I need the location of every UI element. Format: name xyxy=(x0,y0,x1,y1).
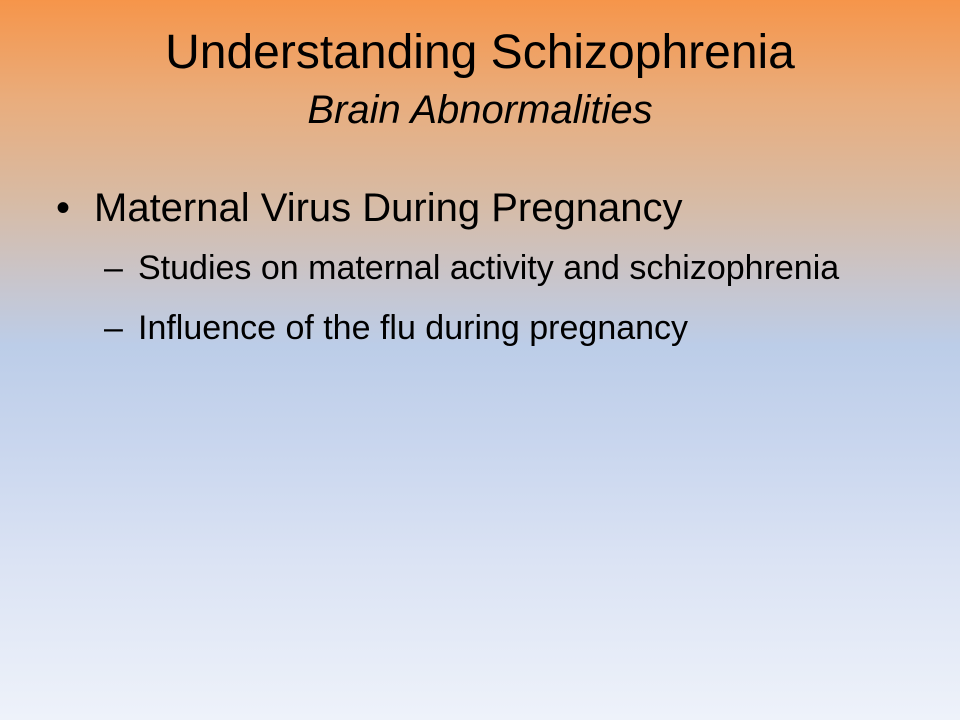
sub-bullet-list xyxy=(56,246,936,350)
sub-bullet-marker: – xyxy=(104,249,123,287)
bullet-marker: • xyxy=(56,186,71,230)
sub-bullet-text: Studies on maternal activity and schizophrenia xyxy=(138,249,840,287)
sub-bullet-item xyxy=(104,246,936,290)
slide-content xyxy=(56,180,936,366)
bullet-item xyxy=(56,180,936,236)
sub-bullet-text: Influence of the flu during pregnancy xyxy=(138,309,689,347)
slide-title: Understanding Schizophrenia xyxy=(165,26,795,79)
bullet-text: Maternal Virus During Pregnancy xyxy=(94,186,683,230)
sub-bullet-item xyxy=(104,306,936,350)
title-block xyxy=(0,22,960,136)
slide-subtitle: Brain Abnormalities xyxy=(307,88,653,132)
sub-bullet-marker: – xyxy=(104,309,123,347)
